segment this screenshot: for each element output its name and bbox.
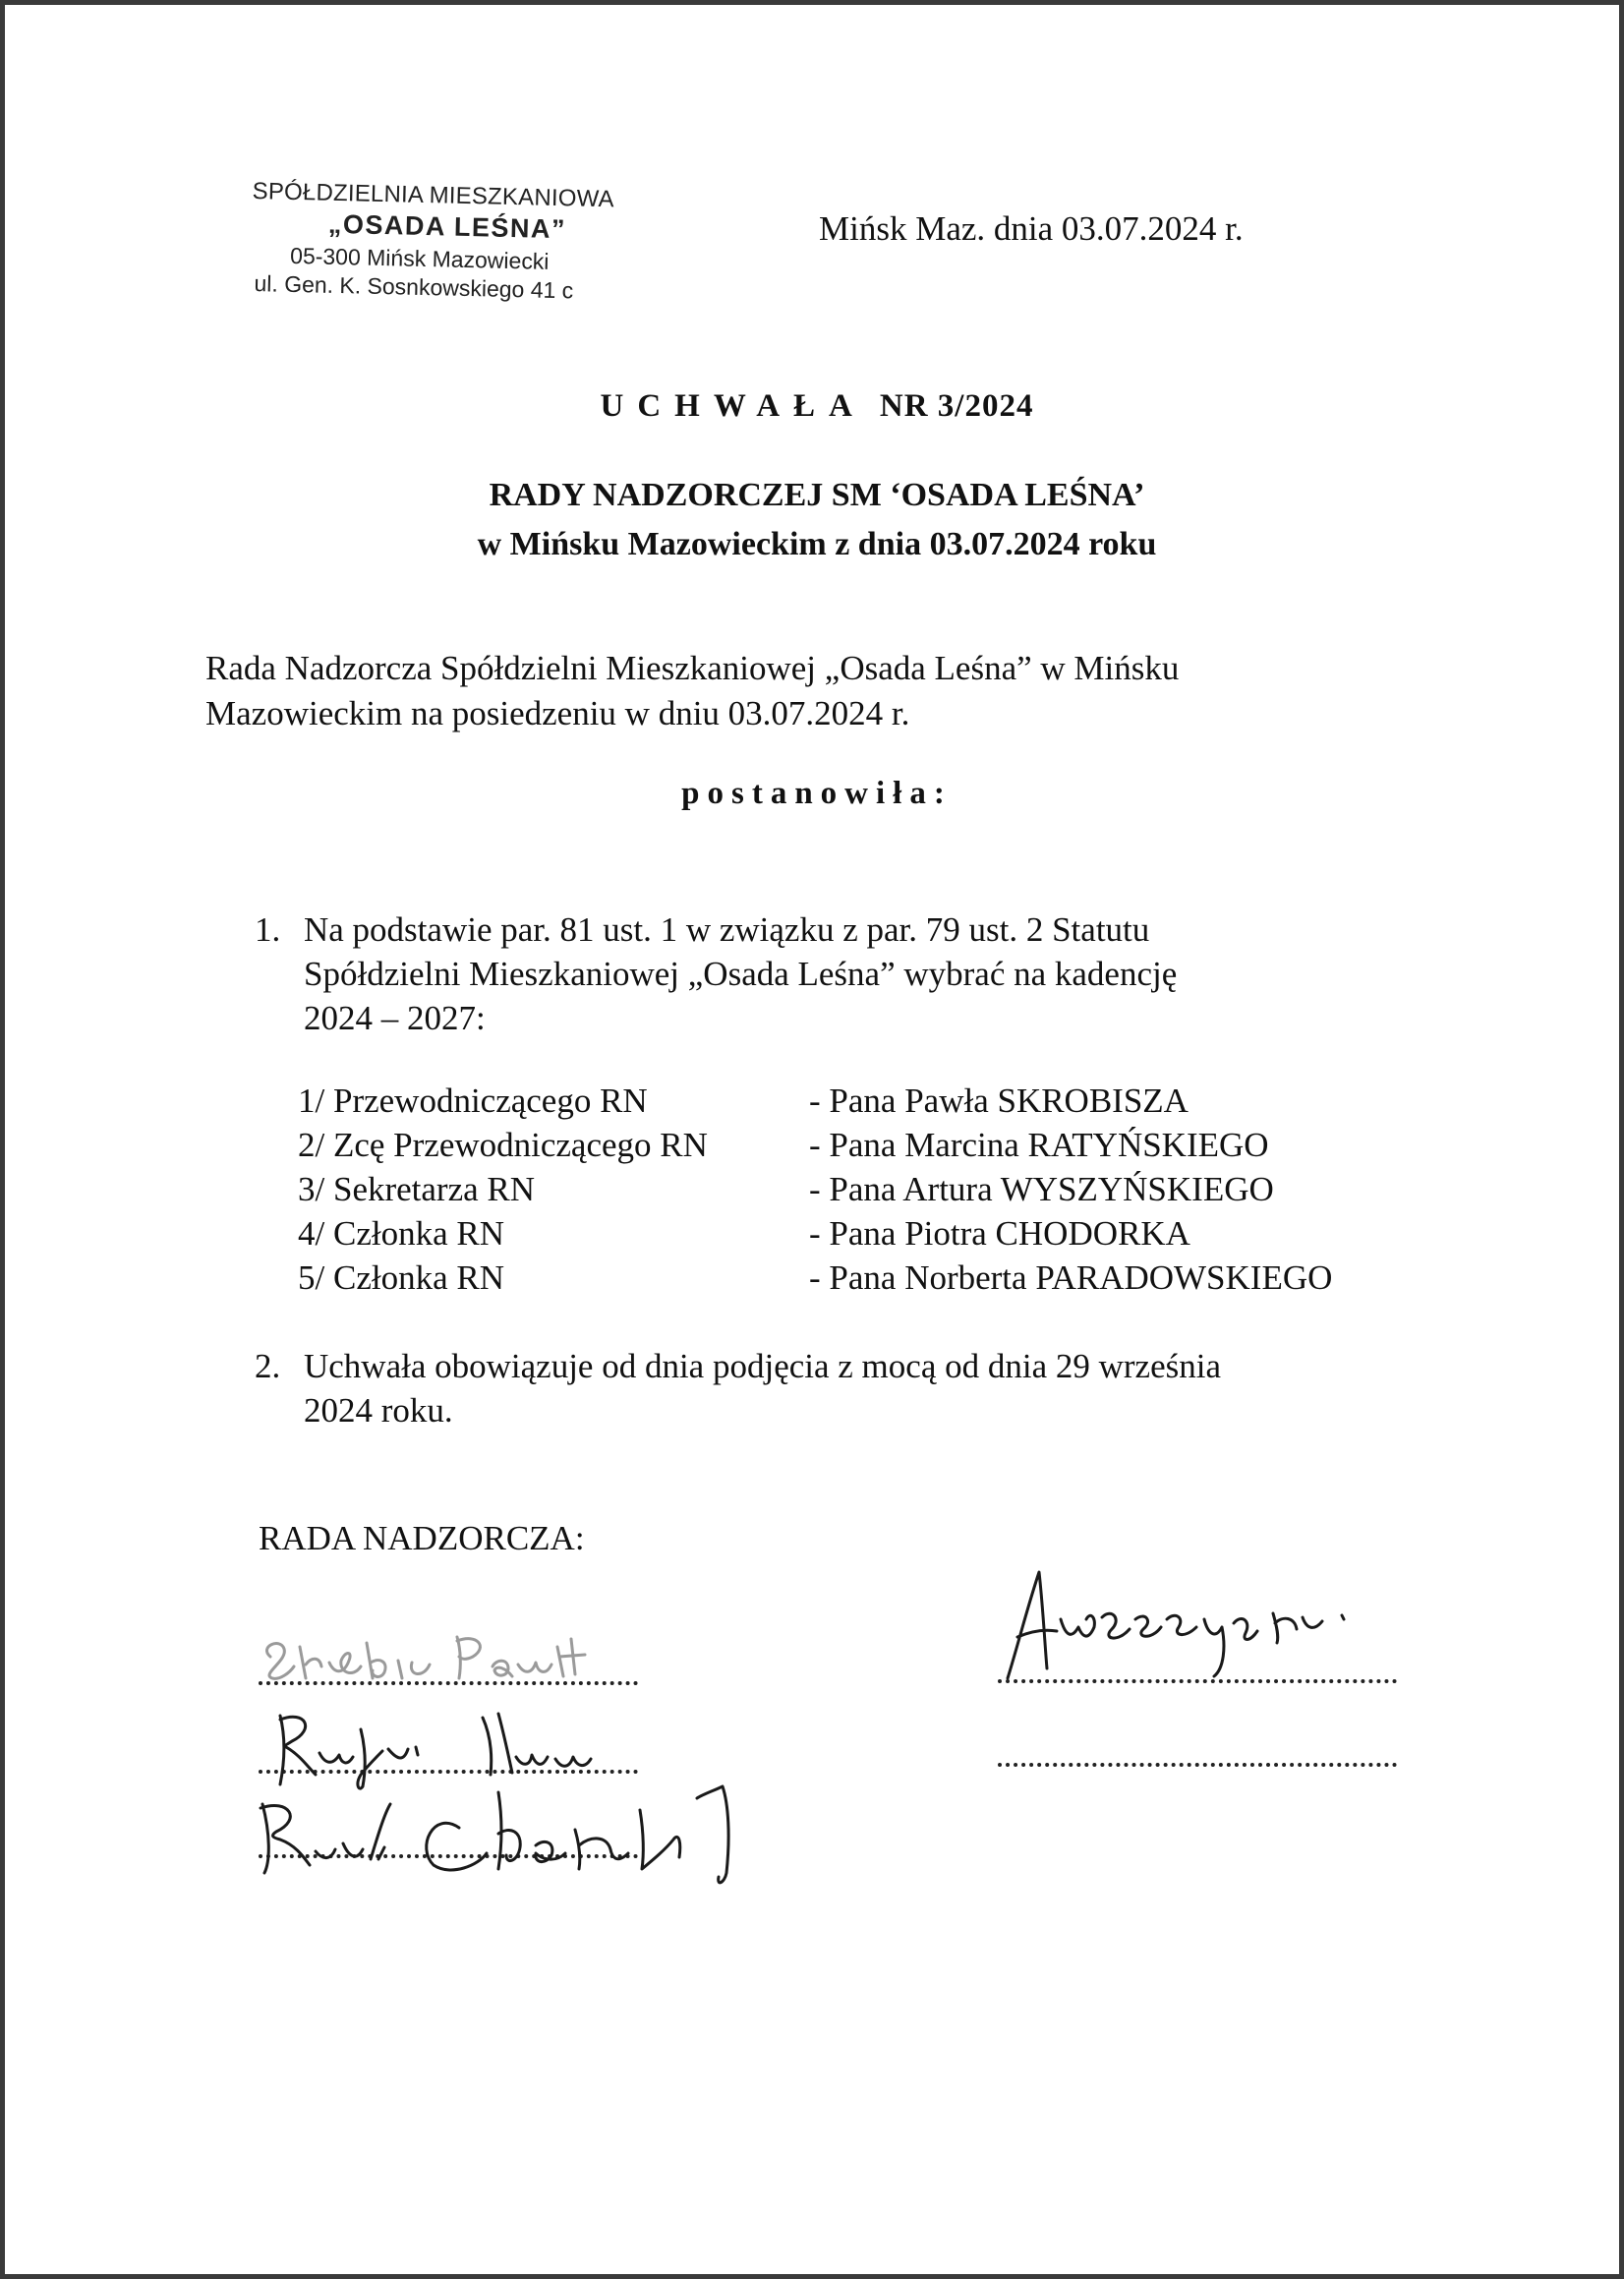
signature-4	[988, 1558, 1401, 1696]
member-name: - Pana Norberta PARADOWSKIEGO	[809, 1258, 1333, 1297]
member-role: 5/ Członka RN	[298, 1258, 504, 1297]
organization-stamp	[250, 178, 615, 305]
place-date: Mińsk Maz. dnia 03.07.2024 r.	[819, 209, 1244, 248]
resolution-title	[5, 388, 1624, 425]
resolution-subtitle	[5, 471, 1624, 569]
resolution-word: UCHWAŁA	[600, 388, 866, 424]
item-number: 1.	[255, 910, 281, 949]
item-number: 2.	[255, 1347, 281, 1385]
member-name: - Pana Artura WYSZYŃSKIEGO	[809, 1170, 1274, 1208]
member-row	[298, 1123, 1428, 1167]
member-row	[298, 1211, 1428, 1256]
item-1-line-1: Na podstawie par. 81 ust. 1 w związku z par. 79 ust. 2 Statutu	[304, 910, 1150, 949]
stamp-line-4: ul. Gen. K. Sosnkowskiego 41 c	[254, 270, 574, 304]
member-role: 2/ Zcę Przewodniczącego RN	[298, 1126, 708, 1164]
item-2-line-2: 2024 roku.	[304, 1391, 453, 1430]
resolution-number: NR 3/2024	[879, 388, 1034, 424]
member-role: 4/ Członka RN	[298, 1214, 504, 1253]
member-row	[298, 1167, 1428, 1211]
member-name: - Pana Piotra CHODORKA	[809, 1214, 1190, 1253]
item-1-line-3: 2024 – 2027:	[304, 999, 486, 1037]
subtitle-line-1: RADY NADZORCZEJ SM ‘OSADA LEŚNA’	[489, 477, 1145, 513]
member-row	[298, 1256, 1428, 1300]
stamp-line-3: 05-300 Mińsk Mazowiecki	[289, 242, 550, 274]
signature-1	[251, 1617, 624, 1696]
intro-line-1: Rada Nadzorcza Spółdzielni Mieszkaniowej „Osada Leśna” w Mińsku	[205, 649, 1180, 687]
member-row	[298, 1079, 1428, 1123]
member-name: - Pana Pawła SKROBISZA	[809, 1081, 1189, 1120]
resolution-item-2	[255, 1344, 1434, 1442]
decided-heading: postanowiła:	[681, 776, 953, 811]
subtitle-line-2: w Mińsku Mazowieckim z dnia 03.07.2024 roku	[477, 526, 1157, 562]
stamp-line-2: „OSADA LEŚNA”	[327, 208, 567, 245]
member-role: 3/ Sekretarza RN	[298, 1170, 536, 1208]
item-1-line-2: Spółdzielni Mieszkaniowej „Osada Leśna” wybrać na kadencję	[304, 955, 1178, 993]
stamp-line-1: SPÓŁDZIELNIA MIESZKANIOWA	[252, 178, 615, 213]
board-members-list	[298, 1079, 1428, 1300]
intro-line-2: Mazowieckim na posiedzeniu w dniu 03.07.2024 r.	[205, 694, 910, 732]
item-2-line-1: Uchwała obowiązuje od dnia podjęcia z mocą od dnia 29 września	[304, 1347, 1221, 1385]
item-text	[304, 907, 1177, 1040]
signature-3	[241, 1775, 791, 1893]
resolution-item-1	[255, 907, 1434, 1045]
intro-paragraph	[205, 646, 1385, 736]
signature-line-5	[998, 1763, 1397, 1767]
item-text	[304, 1344, 1221, 1432]
member-role: 1/ Przewodniczącego RN	[298, 1081, 648, 1120]
board-label: RADA NADZORCZA:	[259, 1519, 585, 1557]
member-name: - Pana Marcina RATYŃSKIEGO	[809, 1126, 1269, 1164]
